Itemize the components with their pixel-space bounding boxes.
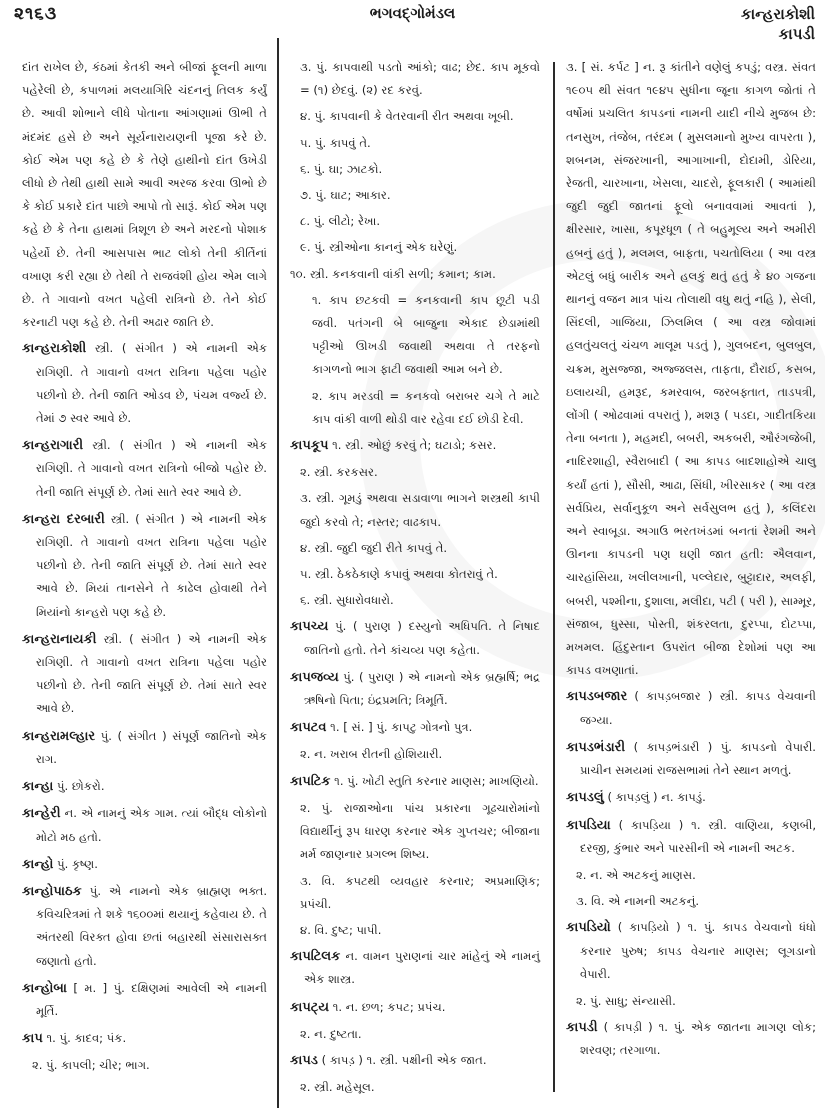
headword: કાન્હરાકોશી xyxy=(22,341,87,357)
sense: ૩. વિ. એ નામની અટકનું. xyxy=(576,894,700,909)
headword: કાપકૂપ xyxy=(290,438,329,454)
dictionary-entry xyxy=(566,814,816,860)
sub-sense: ૨. કાપ મરડવી = કનકવો બરાબર ચગે તે માટે કાપ વાંકી વાળી થોડી વાર રહેવા દઈ છોડી દેવી. xyxy=(312,388,540,426)
definition: [ મ. ] પું. દક્ષિણમાં આવેલી એ નામની મૂર્તિ. xyxy=(36,980,267,1018)
definition: પું. કૃષ્ણ. xyxy=(57,856,98,871)
sense: ૪. વિ. દુષ્ટ; પાપી. xyxy=(300,922,382,937)
right-column xyxy=(566,56,816,1067)
headword: કાપ xyxy=(22,1031,43,1047)
dictionary-entry xyxy=(566,786,816,809)
headword: કાન્હરામલ્હાર xyxy=(22,728,96,744)
definition: ( કાપડ઼ી ) ૧. પું. એક જાતના માગણ લોક; શરવણ; તરગાળા. xyxy=(580,1020,816,1058)
headword: કાપટવ xyxy=(290,720,327,736)
guide-word-first: કાન્હરાકોશી xyxy=(740,5,815,23)
dictionary-entry xyxy=(566,916,816,986)
book-title: ભગવદ્ગોમંડલ xyxy=(369,4,456,22)
middle-column xyxy=(290,56,540,1102)
headword: કાન્હા xyxy=(22,779,54,795)
headword: કાન્હરા દરબારી xyxy=(22,511,105,527)
dictionary-entry xyxy=(566,736,816,782)
guide-words xyxy=(741,4,815,44)
headword: કાન્હોપાઠક xyxy=(22,883,82,899)
sense: ૨. પું. રાજાઓના પાંચ પ્રકારના ગૂઢચારોમાંનો વિદ્યાર્થીનું રૂપ ધારણ કરનાર એક ગુપ્તચર; બીજાના મર્મ જાણનાર પ્રગલ્ભ શિષ્ય. xyxy=(300,800,540,862)
definition: ન. એ નામનું એક ગામ. ત્યાં બૌદ્ધ લોકોનો મોટો મઠ હતો. xyxy=(36,806,268,844)
headword: કાન્હો xyxy=(22,856,54,872)
sense: ૯. પું. સ્ત્રીઓના કાનનું એક ઘરેણું. xyxy=(300,240,458,255)
dictionary-entry xyxy=(290,716,540,739)
sense: ૪. પું. કાપવાની કે વેતરવાની રીત અથવા ખૂબી. xyxy=(300,109,514,124)
definition: ( કાપડ઼િયા ) ૧. સ્ત્રી. વાણિયા, કણબી, દરજી, કુંભાર અને પારસીની એ નામની અટક. xyxy=(580,817,816,855)
headword: કાન્હોબા xyxy=(22,980,67,996)
column-divider xyxy=(277,38,279,1108)
headword: કાપડ xyxy=(290,1052,318,1068)
definition: પું. એ નામનો એક બ્રાહ્મણ ભક્ત. કવિચરિત્રમાં તે શકે ૧૬૦૦માં થયાનું કહેવાય છે. તે અંતરથી વિરક્ત હોવા છતાં બહારથી સંસારાસક્ત જણાતો હતો. xyxy=(36,883,268,968)
definition: સ્ત્રી. ( સંગીત ) એ નામની એક રાગિણી. તે ગાવાનો વખત રાત્રિના પહેલા પહોર પછીનો છે. તેની જાતિ ઓડવ છે, પંચમ વર્જ્ય છે. તેમાં ૭ સ્વર આવે છે. xyxy=(36,341,268,426)
sense: ૬. સ્ત્રી. સુધારોવધારો. xyxy=(300,593,394,608)
sense: ૨. ન. દુષ્ટતા. xyxy=(300,1026,362,1041)
definition: ( કાપડ઼ભંડારી ) પું. કાપડનો વેપારી. પ્રાચીન સમયમાં રાજસભામાં તેને સ્થાન મળતું. xyxy=(580,739,816,778)
dictionary-entry xyxy=(22,977,267,1023)
sense: ૩. પું. કાપવાથી પડતો આંકો; વાઢ; છેદ. કાપ મૂકવો = (૧) છેદવું. (૨) રદ કરવું. xyxy=(300,60,540,98)
headword: કાપટ્ય xyxy=(290,999,330,1015)
sense: ૫. સ્ત્રી. ઠેકઠેકાણે કપાવું અથવા કોતરાવું તે. xyxy=(300,567,498,582)
definition: સ્ત્રી. ( સંગીત ) એ નામની એક રાગિણી. તે ગાવાનો વખત રાત્રિના પહેલા પહોર પછીનો છે. તેની જાતિ સંપૂર્ણ છે. તેમાં સાતે સ્વર આવે છે. મિયાં તાનસેને તે કાઢેલ હોવાથી તેને મિયાંનો કાન્હરો પણ કહે છે. xyxy=(36,511,267,619)
dictionary-entry xyxy=(290,770,540,793)
page-number: ૨૧૬૩ xyxy=(14,4,58,24)
headword: કાપડબજાર xyxy=(566,689,628,705)
definition: ૧. ન. છળ; કપટ; પ્રપંચ. xyxy=(332,999,446,1014)
sense: ૬. પું. ઘા; ઝાટકો. xyxy=(300,161,383,176)
left-column xyxy=(22,56,267,1081)
dictionary-entry xyxy=(290,666,540,712)
headword: કાપડિયો xyxy=(566,920,611,936)
sense: ૨. ન. એ અટકનું માણસ. xyxy=(576,867,696,882)
dictionary-entry xyxy=(22,337,267,430)
definition: ૧. પું. ખોટી સ્તુતિ કરનાર માણસ; માખણિયો. xyxy=(334,773,539,788)
sense: ૧૦. સ્ત્રી. કનકવાની વાંકી સળી; કમાન; કામ. xyxy=(290,266,496,281)
sense: ૨. સ્ત્રી. કરકસર. xyxy=(300,465,378,480)
sense: ૩. [ સં. કર્પટ ] ન. રૂ કાંતીને વણેલું કપડું; વસ્ત્ર. સંવત ૧૯૦૫ થી સંવત ૧૯૪૫ સુધીના જૂના કાગળ જોતાં તે વર્ષોમાં પ્રચલિત કાપડનાં નામની યાદી નીચે મુજબ છે: તનસુખ, તંજેબ, તરંદમ ( મુસલમાનો મુખ્ય વાપરતા ), શબનમ, સંજરખાની, આગાખાની, દોદામી, ડોરિયા, રેજતી, ચારખાના, ખેસલા, ચાદરો, ફૂલકારી ( આમાંથી જુદી જુદી જાતનાં ફૂલો બનાવવામાં આવતાં ), ક્ષીરસાર, ખાસા, કપૂરધૂળ ( તે બહુમૂલ્ય અને અમીરી હબનું હતું ), મલમલ, બાફતા, પચતોલિયા ( આ વસ્ત્ર એટલું બધું બારીક અને હલકું થતું હતું કે ૪૦ ગજના થાનનું વજન માત્ર પાંચ તોલાથી વધુ થતું નહિ ), સેલી, સિંદલી, ગાજિયા, ઝિલમિલ ( આ વસ્ત્ર જોવામાં હલતુંચલતું ચંચળ માલૂમ પડતું ), ગુલબદન, બુલબુલ, ચક્રમ, મુસજ્જા, અજ્જલસ, તાફતા, દૌરાઈ, કસબ, ઇલાયચી, હમરૂદ, કમરવાબ, જરબફ્તાત, તાડપત્રી, લોંગી ( ઓઢવામાં વપરાતું ), મશરૂ ( પડદા, ગાદીતકિયા તેના બનતા ), મહમદી, બબરી, અકબરી, ઔરંગજેબી, નાદિરશાહી, સ્વૈરાબાદી ( આ કાપડ બાદશાહોએ ચાલુ કર્યાં હતાં ), સૌસી, આઢા, સિંધી, ખીરસાકર ( આ વસ્ત્ર સર્વપ્રિય, સર્વાનુકૂળ અને સર્વસુલભ હતું ), કલિંદરા અને સ્વાબૂડા. અગાઉ ભરતખંડમાં બનતાં રેશમી અને ઊનના કાપડની પણ ઘણી જાત હતી: ઐલવાન, ચારહાંસિયા, ખલીલખાની, પલ્લેદાર, બુટ્ટાદાર, અલફી, બબરી, પશ્મીના, દુશાલા, મલીદા, પટી ( પરી ), સામ્મૂર, સંજાબ, ધુસ્સા, પોસ્તી, શંકરલતા, દુરપ્પા, દોટપ્પા, મખમલ. હિંદુસ્તાન ઉપરાંત બીજા દેશોમાં પણ આ કાપડ વખણાતાં. xyxy=(566,60,816,678)
dictionary-entry xyxy=(22,1027,267,1050)
sense: ૩. સ્ત્રી. ગૂમડું અથવા સડાવાળા ભાગને શસ્ત્રથી કાપી જુદો કરવો તે; નસ્તર; વાઢકાપ. xyxy=(300,491,540,529)
definition: ૧. પું. કાદવ; પંક. xyxy=(46,1031,127,1046)
dictionary-entry xyxy=(22,725,267,771)
sub-sense: ૧. કાપ છટકવી = કનકવાની કાપ છૂટી પડી જવી. પતંગની બે બાજુના એકાદ છેડામાંથી પટ્ટીઓ ઊખડી જવાથી અથવા તે તરફનો કાગળનો ભાગ ફાટી જવાથી આમ બને છે. xyxy=(312,292,540,377)
headword: કાપચ્ય xyxy=(290,619,329,635)
sense: ૨. સ્ત્રી. મહેસૂલ. xyxy=(300,1080,375,1095)
guide-word-last: કાપડી xyxy=(778,25,815,43)
sense: ૫. પું. કાપવું તે. xyxy=(300,135,371,150)
definition: ન. વામન પુરાણનાં ચાર માંહેનું એ નામનું એક શાસ્ત્ર. xyxy=(304,949,540,987)
headword: કાન્હરાનાયકી xyxy=(22,631,97,647)
headword: કાપડિયા xyxy=(566,817,611,833)
sense: ૨. ન. ખરાબ રીતની હોશિયારી. xyxy=(300,747,443,762)
dictionary-entry xyxy=(290,996,540,1019)
dictionary-entry xyxy=(290,434,540,457)
definition: ( કાપડ઼બજાર ) સ્ત્રી. કાપડ વેચવાની જગ્યા. xyxy=(580,689,817,727)
definition: સ્ત્રી. ( સંગીત ) એ નામની એક રાગિણી. તે ગાવાનો વખત રાત્રિનો બીજો પહોર છે. તેની જાતિ સંપૂર્ણ છે. તેમાં સાતે સ્વર આવે છે. xyxy=(36,438,268,499)
dictionary-entry xyxy=(290,615,540,661)
headword: કાન્હેરી xyxy=(22,806,61,822)
headword: કાપજવ્ય xyxy=(290,669,339,685)
headword: કાન્હરાગારી xyxy=(22,438,84,454)
definition: પું. ( પુરાણ ) દસ્યુનો અધિપતિ. તે નિષાદ જાતિનો હતો. તેને કાંચવ્ય પણ કહેતા. xyxy=(304,619,540,657)
dictionary-entry xyxy=(290,1049,540,1072)
definition: ૧. સ્ત્રી. ઓછું કરવું તે; ઘટાડો; કસર. xyxy=(332,438,497,453)
definition: પું. છોકરો. xyxy=(57,779,105,794)
column-divider xyxy=(553,62,555,1092)
sense: ૮. પું. લીટો; રેખા. xyxy=(300,214,381,229)
continued-text: દાંત રાખેલ છે, કંઠમાં કેતકી અને બીજાં ફૂલની માળા પહેરેલી છે, કપાળમાં મલયાગિરિ ચંદનનું તિલક કર્યું છે. આવી શોભાને લીધે પોતાના આંગણામાં ઊભી તે મંદમંદ હસે છે અને સૂર્યનારાયણની પૂજા કરે છે. કોઈ એમ પણ કહે છે કે તેણે હાથીનો દાંત ઉખેડી લીધો છે તેથી હાથી સામે આવી અરજ કરવા ઊભો છે કે કોઈ પ્રકારે દાંત પાછો આપો તો સારૂં. કોઈ એમ પણ કહે છે કે તેના હાથમાં ત્રિશૂળ છે અને મરદનો પોશાક પહેર્યો છે. તેની આસપાસ ભાટ લોકો તેની કીર્તિનાં વખાણ કરી રહ્યા છે તેથી તે રાજવંશી હોય એમ લાગે છે. તે ગાવાનો વખત પહેલી રાત્રિનો છે. તેને કોઈ કરનાટી પણ કહે છે. તેની અઢાર જાતિ છે. xyxy=(22,60,267,330)
dictionary-entry xyxy=(566,685,816,731)
dictionary-entry xyxy=(22,880,267,973)
dictionary-entry xyxy=(22,434,267,504)
dictionary-entry xyxy=(22,802,267,848)
dictionary-entry xyxy=(22,853,267,876)
sense: ૩. વિ. કપટથી વ્યવહાર કરનાર; અપ્રમાણિક; પ્રપંચી. xyxy=(300,873,540,911)
headword: કાપડભંડારી xyxy=(566,739,626,755)
dictionary-entry xyxy=(290,945,540,991)
definition: ( કાપડ઼િયો ) ૧. પું. કાપડ વેચવાનો ધંધો કરનાર પુરુષ; કાપડ વેચનાર માણસ; લૂગડાનો વેપારી. xyxy=(580,920,816,981)
dictionary-entry xyxy=(22,628,267,721)
dictionary-entry xyxy=(22,775,267,798)
headword: કાપડલું xyxy=(566,790,604,806)
headword: કાપટિલક xyxy=(290,949,341,965)
definition: ૧. [ સં. ] પું. કાપટુ ગોત્રનો પુત્ર. xyxy=(330,720,473,735)
page-header xyxy=(0,0,825,54)
sense: ૨. પું. કાપલી; ચીર; ભાગ. xyxy=(32,1058,150,1073)
sense: ૭. પું. ઘાટ; આકાર. xyxy=(300,188,391,203)
dictionary-entry xyxy=(22,508,267,624)
definition: ( કાપડ઼લું ) ન. કાપડું. xyxy=(607,790,706,805)
definition: સ્ત્રી. ( સંગીત ) એ નામની એક રાગિણી. તે ગાવાનો વખત રાત્રિના પહેલા પહોર પછીનો છે. તેની જાતિ સંપૂર્ણ છે. તેમાં સાતે સ્વર આવે છે. xyxy=(36,631,267,716)
definition: પું. ( પુરાણ ) એ નામનો એક બ્રહ્મર્ષિ; ભદ્ર ઋષિનો પિતા; ઇંદ્રપ્રમતિ; ત્રિમૂર્તિ. xyxy=(304,669,540,708)
headword: કાપટિક xyxy=(290,773,331,789)
sense: ૪. સ્ત્રી. જુદી જુદી રીતે કાપવું તે. xyxy=(300,540,448,555)
dictionary-entry xyxy=(566,1016,816,1062)
definition: ( કાપડ઼ ) ૧. સ્ત્રી. પક્ષીની એક જાત. xyxy=(321,1052,487,1067)
headword: કાપડી xyxy=(566,1020,598,1036)
definition: પું. ( સંગીત ) સંપૂર્ણ જાતિનો એક રાગ. xyxy=(36,728,267,766)
sense: ૨. પું. સાધુ; સંન્યાસી. xyxy=(576,993,676,1008)
